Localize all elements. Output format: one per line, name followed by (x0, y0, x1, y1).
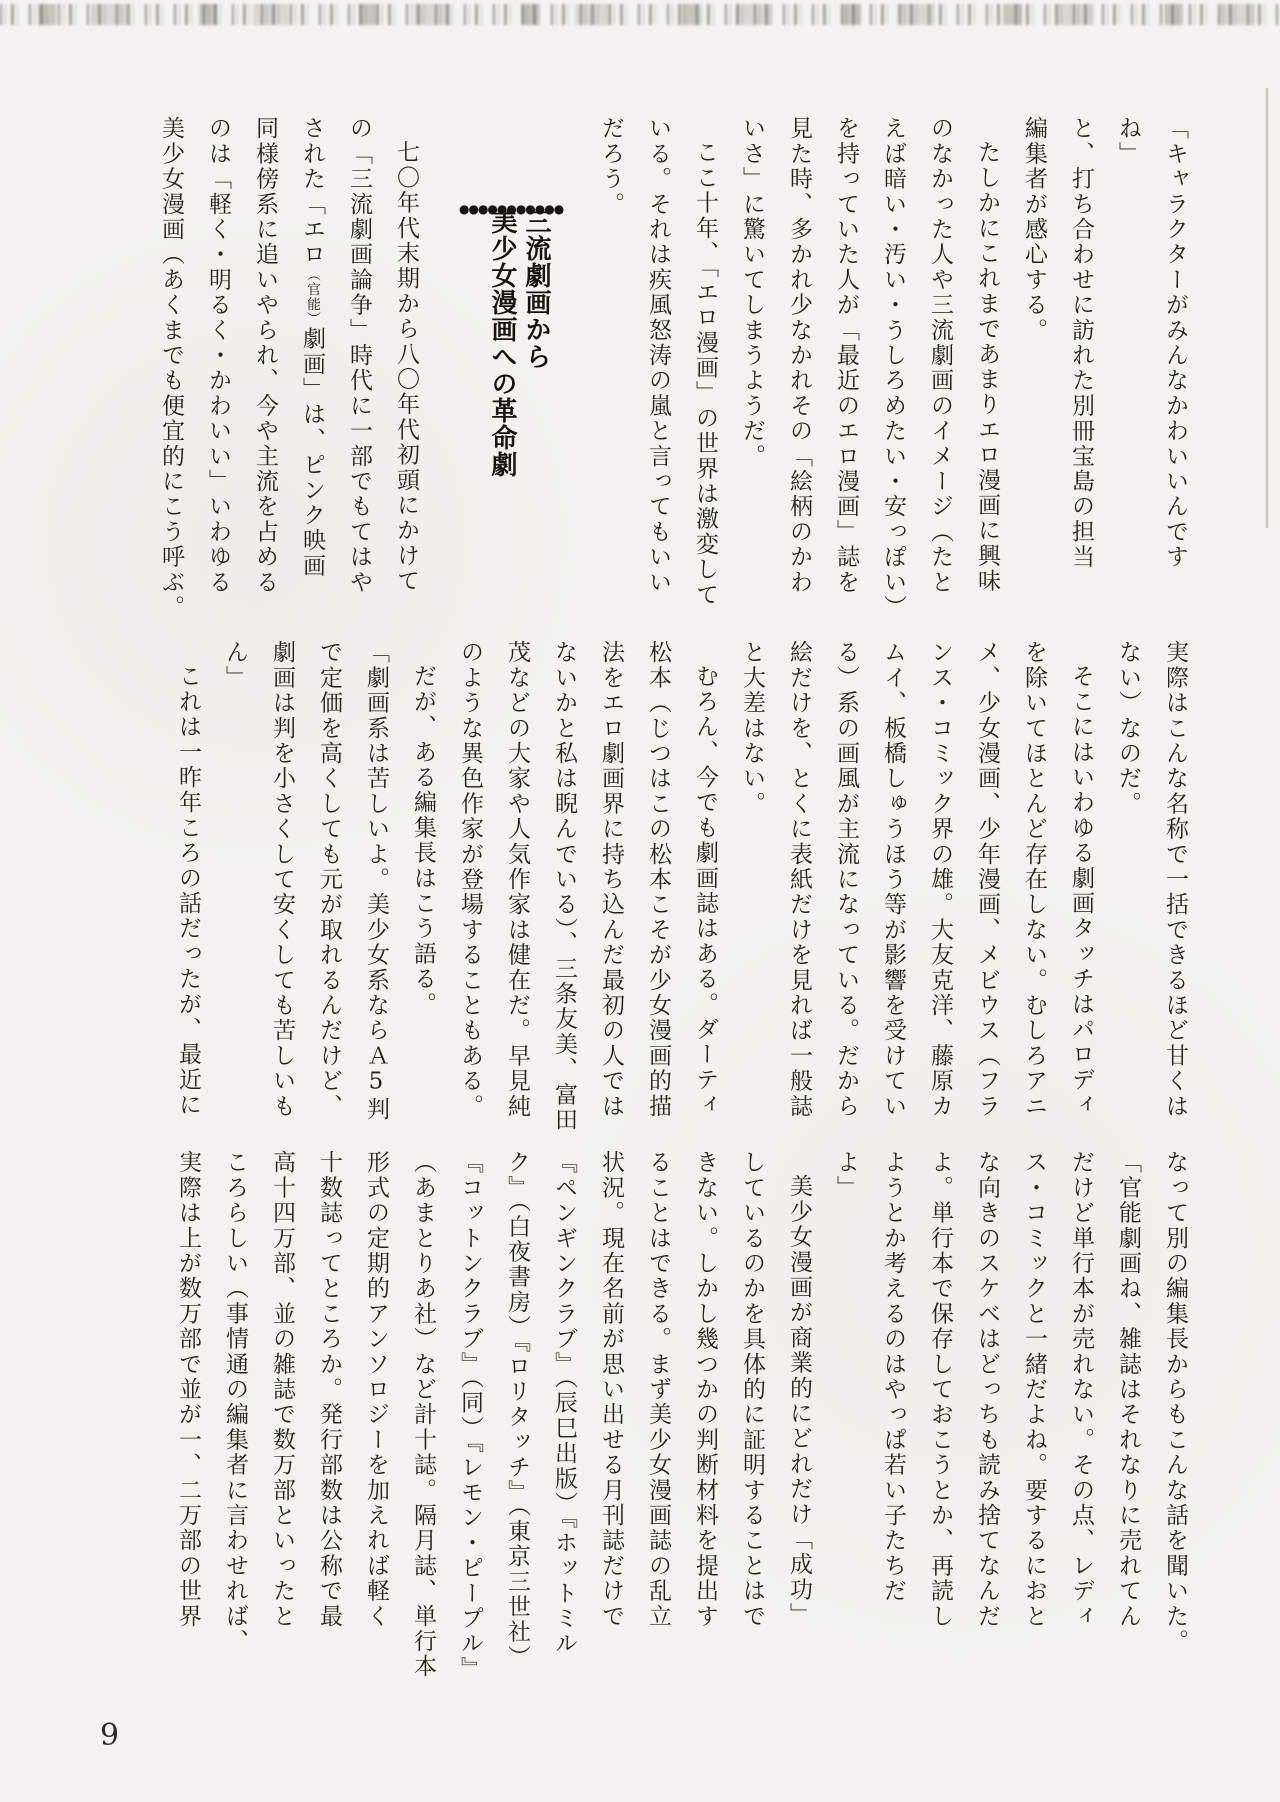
text-column: ンス・コミック界の雄。大友克洋、藤原カ (927, 640, 953, 1119)
text-column: なって別の編集長からもこんな話を聞いた。 (1162, 1150, 1188, 1654)
text-column: と大差はない。 (739, 640, 765, 817)
text-column: 劇画は判を小さくして安くしても苦しいも (269, 640, 295, 1119)
text-column: 茂などの大家や人気作家は健在だ。早見純 (504, 640, 530, 1119)
text-column: ん」 (222, 640, 248, 691)
text-column: 十数誌ってところか。発行部数は公称で最 (316, 1150, 342, 1629)
text-column: いさ」に驚いてしまうようだ。 (739, 116, 765, 469)
text-column: そこにはいわゆる劇画タッチはパロディ (1068, 664, 1094, 1118)
text-column: 実際はこんな名称で一括できるほど甘くは (1162, 640, 1188, 1119)
text-column: 七〇年代末期から八〇年代初頭にかけて (393, 140, 419, 594)
section-heading-line: 三流劇画から (521, 208, 551, 370)
text-column: ス・コミックと一緒だよね。要するにおと (1021, 1150, 1047, 1629)
scan-artifact-line (1266, 88, 1268, 528)
text-column: を除いてほとんど存在しない。むしろアニ (1021, 640, 1047, 1119)
text-column: 「官能劇画ね、雑誌はそれなりに売れてん (1115, 1150, 1141, 1629)
text-column: 絵だけを、とくに表紙だけを見れば一般誌 (786, 640, 812, 1119)
text-column: ようとか考えるのはやっぱ若い子たちだ (880, 1150, 906, 1604)
text-column: きない。しかし幾つかの判断材料を提出す (692, 1150, 718, 1629)
page-number: 9 (100, 1718, 120, 1753)
text-column: たしかにこれまであまりエロ漫画に興味 (974, 140, 1000, 594)
text-column: いる。それは疾風怒涛の嵐と言ってもいい (645, 116, 671, 595)
text-column: 「キャラクターがみんなかわいいんです (1162, 116, 1188, 570)
text-column: ね」 (1115, 116, 1141, 167)
text-column: 高十四万部、並の雑誌で数万部といったと (269, 1150, 295, 1629)
text-column: 同様傍系に追いやられ、今や主流を占める (252, 116, 278, 595)
text-column: と、打ち合わせに訪れた別冊宝島の担当 (1068, 116, 1094, 570)
text-column: （あまとりあ社）など計十誌。隔月誌、単行本 (410, 1150, 436, 1680)
section-heading-line: 美少女漫画への革命劇 (487, 208, 517, 478)
text-column: 『コットンクラブ』（同）『レモン・ピープル』 (457, 1150, 483, 1682)
text-column: 美少女漫画が商業的にどれだけ「成功」 (786, 1174, 812, 1628)
upright-digit: 5 (363, 1068, 389, 1097)
text-band-1 (147, 116, 1198, 681)
text-column: な向きのスケベはどっちも読み捨てなんだ (974, 1150, 1000, 1629)
text-column: えば暗い・汚い・うしろめたい・安っぽい） (880, 116, 906, 620)
text-column: のは「軽く・明るく・かわいい」いわゆる (205, 116, 231, 595)
text-column: のような異色作家が登場することもある。 (457, 640, 483, 1119)
dotted-leader: ●●●●●●●●●●● (459, 202, 564, 216)
text-band-2 (164, 640, 1198, 1205)
text-column: ころらしい（事情通の編集者に言わせれば、 (222, 1150, 248, 1654)
text-column: ることはできる。まず美少女漫画誌の乱立 (645, 1150, 671, 1629)
text-column: 状況。現在名前が思い出せる月刊誌だけで (598, 1150, 624, 1629)
text-column: メ、少女漫画、少年漫画、メビウス（フラ (974, 640, 1000, 1119)
text-column: で定価を高くしても元が取れるんだけど、 (316, 640, 342, 1119)
text-column: ク』（白夜書房）『ロリタッチ』（東京三世社） (504, 1150, 530, 1670)
text-column: これは一昨年ころの話だったが、最近に (175, 664, 201, 1118)
text-band-3 (164, 1150, 1198, 1740)
text-column: だろう。 (598, 116, 624, 217)
text-column: ないかと私は睨んでいる）、三条友美、富田 (551, 640, 577, 1133)
text-column: ない）なのだ。 (1115, 640, 1141, 817)
text-column: しているのかを具体的に証明することはで (739, 1150, 765, 1629)
text-column: 法をエロ劇画界に持ち込んだ最初の人では (598, 640, 624, 1119)
text-column: の「三流劇画論争」時代に一部でもてはや (346, 116, 372, 595)
text-column: よ」 (833, 1150, 859, 1201)
text-column: ムイ、板橋しゅうほう等が影響を受けてい (880, 640, 906, 1119)
scan-edge-artifact (0, 4, 1280, 25)
text-column: 編集者が感心する。 (1021, 116, 1047, 343)
inline-note: （官能） (304, 267, 320, 327)
text-column: 実際は上が数万部で並が一、二万部の世界 (175, 1150, 201, 1629)
text-column: のなかった人や三流劇画のイメージ（たと (927, 116, 953, 595)
text-column: 美少女漫画（あくまでも便宜的にこう呼ぶ。 (158, 116, 184, 620)
text-column: 松本（じつはこの松本こそが少女漫画的描 (645, 640, 671, 1119)
text-column: る）系の画風が主流になっている。だから (833, 640, 859, 1119)
text-column: された「エロ（官能）劇画」は、ピンク映画 (299, 116, 325, 579)
text-column: だけど単行本が売れない。その点、レディ (1068, 1150, 1094, 1629)
text-column: 形式の定期的アンソロジーを加えれば軽く (363, 1150, 389, 1629)
text-column: 『ペンギンクラブ』（辰巳出版）『ホットミル (551, 1150, 577, 1657)
text-column: ここ十年、「エロ漫画」の世界は激変して (692, 140, 718, 608)
text-column: むろん、今でも劇画誌はある。ダーティ (692, 664, 718, 1118)
text-column: を持っていた人が「最近のエロ漫画」誌を (833, 116, 859, 595)
text-column: だが、ある編集長はこう語る。 (410, 664, 436, 1017)
text-column: 「劇画系は苦しいよ。美少女系ならＡ5判 (363, 640, 389, 1122)
section-heading (459, 116, 577, 681)
text-column: 見た時、多かれ少なかれその「絵柄のかわ (786, 116, 812, 595)
text-column: よ。単行本で保存しておこうとか、再読し (927, 1150, 953, 1629)
